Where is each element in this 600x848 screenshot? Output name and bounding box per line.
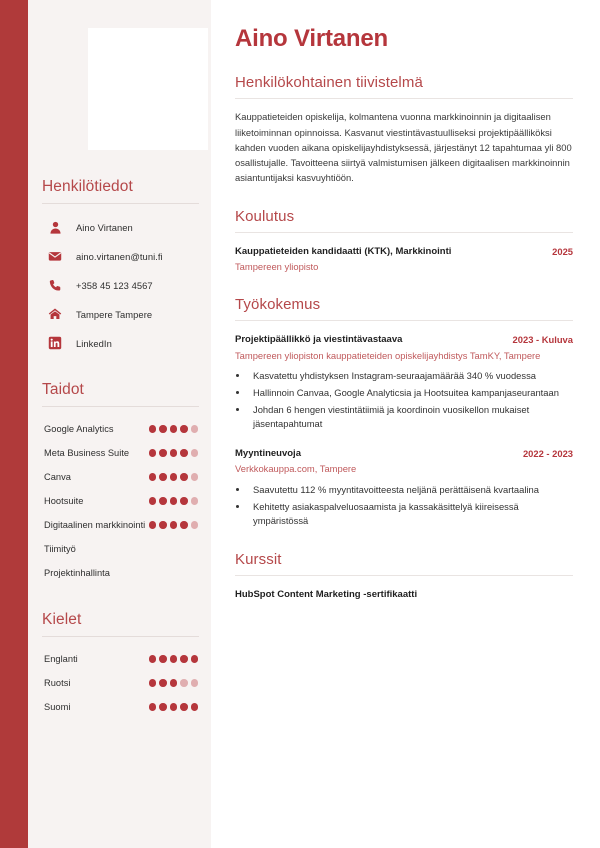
skill-label: Google Analytics: [44, 424, 114, 434]
rating-dot: [180, 497, 188, 505]
section-courses: [235, 551, 573, 602]
rating-dot: [191, 473, 199, 481]
skill-label: Projektinhallinta: [44, 568, 110, 578]
divider: [42, 406, 199, 407]
entry: [235, 245, 573, 274]
skill-rating: [149, 425, 199, 433]
rating-dot: [180, 521, 188, 529]
skill-item: [40, 561, 201, 585]
language-label: Suomi: [44, 702, 71, 712]
skill-rating: [149, 497, 199, 505]
education-heading: Koulutus: [235, 207, 295, 225]
skill-label: Canva: [44, 472, 71, 482]
rating-dot: [159, 655, 167, 663]
contact-value: aino.virtanen@tuni.fi: [76, 250, 163, 262]
skills-list: [40, 417, 201, 585]
rating-dot: [180, 449, 188, 457]
entry-subtitle: Verkkokauppa.com, Tampere: [235, 463, 357, 475]
skill-rating: [149, 473, 199, 481]
rating-dot: [159, 473, 167, 481]
rating-dot: [180, 679, 188, 687]
rating-dot: [149, 703, 157, 711]
skill-item: [40, 417, 201, 441]
rating-dot: [191, 521, 199, 529]
rating-dot: [170, 425, 178, 433]
rating-dot: [191, 497, 199, 505]
languages-list: [40, 647, 201, 719]
entry: [235, 333, 573, 432]
contact-item-phone[interactable]: [40, 273, 201, 297]
contact-list: [40, 215, 201, 355]
linkedin-icon: [44, 336, 66, 350]
entry-bullets: [249, 369, 573, 431]
contact-value: Tampere Tampere: [76, 308, 153, 320]
entry-header: [235, 333, 573, 347]
language-item: [40, 647, 201, 671]
rating-dot: [149, 679, 157, 687]
entry-title: Projektipäällikkö ja viestintävastaava: [235, 333, 403, 345]
rating-dot: [159, 425, 167, 433]
skill-rating: [149, 449, 199, 457]
language-label: Englanti: [44, 654, 78, 664]
rating-dot: [149, 425, 157, 433]
main-column: [211, 0, 600, 848]
profile-photo-placeholder: [88, 28, 208, 150]
divider: [235, 320, 573, 321]
person-icon: [44, 221, 66, 234]
rating-dot: [180, 425, 188, 433]
personal-details-heading: Henkilötiedot: [42, 178, 133, 195]
section-education: [235, 208, 573, 274]
language-rating: [149, 655, 199, 663]
rating-dot: [180, 655, 188, 663]
bullet-item: • Saavutettu 112 % myyntitavoitteesta neljänä perättäisenä kvartaalina: [249, 483, 573, 498]
section-personal-details: [40, 178, 201, 355]
skill-label: Hootsuite: [44, 496, 84, 506]
rating-dot: [149, 449, 157, 457]
entry-subtitle: Tampereen yliopisto: [235, 261, 319, 273]
contact-value: Aino Virtanen: [76, 221, 133, 233]
entry: [235, 588, 573, 602]
rating-dot: [170, 473, 178, 481]
skill-item: [40, 489, 201, 513]
entry-title: Myyntineuvoja: [235, 447, 301, 459]
rating-dot: [191, 679, 199, 687]
rating-dot: [159, 497, 167, 505]
contact-value: +358 45 123 4567: [76, 279, 153, 291]
entry-header: [235, 588, 573, 602]
courses-heading: Kurssit: [235, 550, 282, 568]
languages-heading: Kielet: [42, 611, 82, 628]
skill-label: Digitaalinen markkinointi: [44, 520, 146, 530]
rating-dot: [180, 473, 188, 481]
rating-dot: [159, 449, 167, 457]
rating-dot: [159, 679, 167, 687]
page-title: Aino Virtanen: [235, 25, 388, 52]
bullet-item: • Kehitetty asiakaspalveluosaamista ja kassakäsittelyä kiireisessä ympäristössä: [249, 500, 573, 529]
left-accent-bar: [0, 0, 28, 848]
skill-item: [40, 465, 201, 489]
divider: [235, 575, 573, 576]
section-languages: [40, 611, 201, 719]
rating-dot: [149, 521, 157, 529]
section-experience: [235, 296, 573, 529]
contact-item-name: [40, 215, 201, 239]
rating-dot: [170, 703, 178, 711]
summary-heading: Henkilökohtainen tiivistelmä: [235, 74, 423, 92]
language-item: [40, 671, 201, 695]
sidebar: [28, 0, 211, 848]
rating-dot: [159, 521, 167, 529]
divider: [42, 203, 199, 204]
rating-dot: [170, 521, 178, 529]
skill-item: [40, 441, 201, 465]
rating-dot: [191, 703, 199, 711]
rating-dot: [159, 703, 167, 711]
contact-item-address: [40, 302, 201, 326]
skill-label: Meta Business Suite: [44, 448, 130, 458]
section-skills: [40, 381, 201, 585]
experience-entries: [235, 333, 573, 529]
entry-header: [235, 447, 573, 461]
skill-item: [40, 537, 201, 561]
entry-title: HubSpot Content Marketing -sertifikaatti: [235, 588, 418, 600]
rating-dot: [180, 703, 188, 711]
rating-dot: [170, 449, 178, 457]
bullet-item: • Johdan 6 hengen viestintätiimiä ja koordinoin vuosikellon mukaiset jäsentapahtumat: [249, 403, 573, 432]
rating-dot: [149, 497, 157, 505]
rating-dot: [191, 449, 199, 457]
rating-dot: [170, 655, 178, 663]
entry: [235, 447, 573, 529]
rating-dot: [191, 425, 199, 433]
entry-header: [235, 245, 573, 259]
bullet-item: • Hallinnoin Canvaa, Google Analyticsia ja Hootsuitea kampanjaseurantaan: [249, 386, 573, 401]
entry-bullets: [249, 483, 573, 529]
skill-rating: [149, 521, 199, 529]
entry-date: 2025: [552, 245, 573, 257]
contact-item-email[interactable]: [40, 244, 201, 268]
language-rating: [149, 703, 199, 711]
language-label: Ruotsi: [44, 678, 71, 688]
contact-item-linkedin[interactable]: [40, 331, 201, 355]
phone-icon: [44, 279, 66, 292]
skill-label: Tiimityö: [44, 544, 76, 554]
divider: [42, 636, 199, 637]
language-rating: [149, 679, 199, 687]
skills-heading: Taidot: [42, 381, 84, 398]
envelope-icon: [44, 249, 66, 263]
rating-dot: [191, 655, 199, 663]
rating-dot: [149, 473, 157, 481]
experience-heading: Työkokemus: [235, 295, 321, 313]
summary-text: Kauppatieteiden opiskelija, kolmantena vuonna markkinoinnin ja digitaalisen liiketoiminnan opinnoissa. Kasvanut viestintävastuulliseksi projektipäälliköksi kahden vuoden aikana opiskelijayhdistyksessä, järjestänyt 12 tapahtumaa yli 800 osallistujalle. Tavoitteena siirtyä valmistumisen jälkeen digitaalisen markkinoinnin asiantuntijaksi kasvuyhtiöön.: [235, 111, 572, 184]
rating-dot: [170, 679, 178, 687]
language-item: [40, 695, 201, 719]
rating-dot: [170, 497, 178, 505]
bullet-item: • Kasvatettu yhdistyksen Instagram-seuraajamäärää 340 % vuodessa: [249, 369, 573, 384]
home-icon: [44, 307, 66, 321]
section-summary: [235, 74, 573, 185]
entry-subtitle: Tampereen yliopiston kauppatieteiden opiskelijayhdistys TamKY, Tampere: [235, 349, 541, 361]
contact-value: LinkedIn: [76, 337, 112, 349]
skill-item: [40, 513, 201, 537]
divider: [235, 232, 573, 233]
entry-date: 2023 - Kuluva: [512, 333, 573, 345]
divider: [235, 98, 573, 99]
rating-dot: [149, 655, 157, 663]
entry-title: Kauppatieteiden kandidaatti (KTK), Markkinointi: [235, 245, 452, 257]
courses-entries: [235, 588, 573, 602]
education-entries: [235, 245, 573, 274]
entry-date: 2022 - 2023: [522, 447, 573, 459]
